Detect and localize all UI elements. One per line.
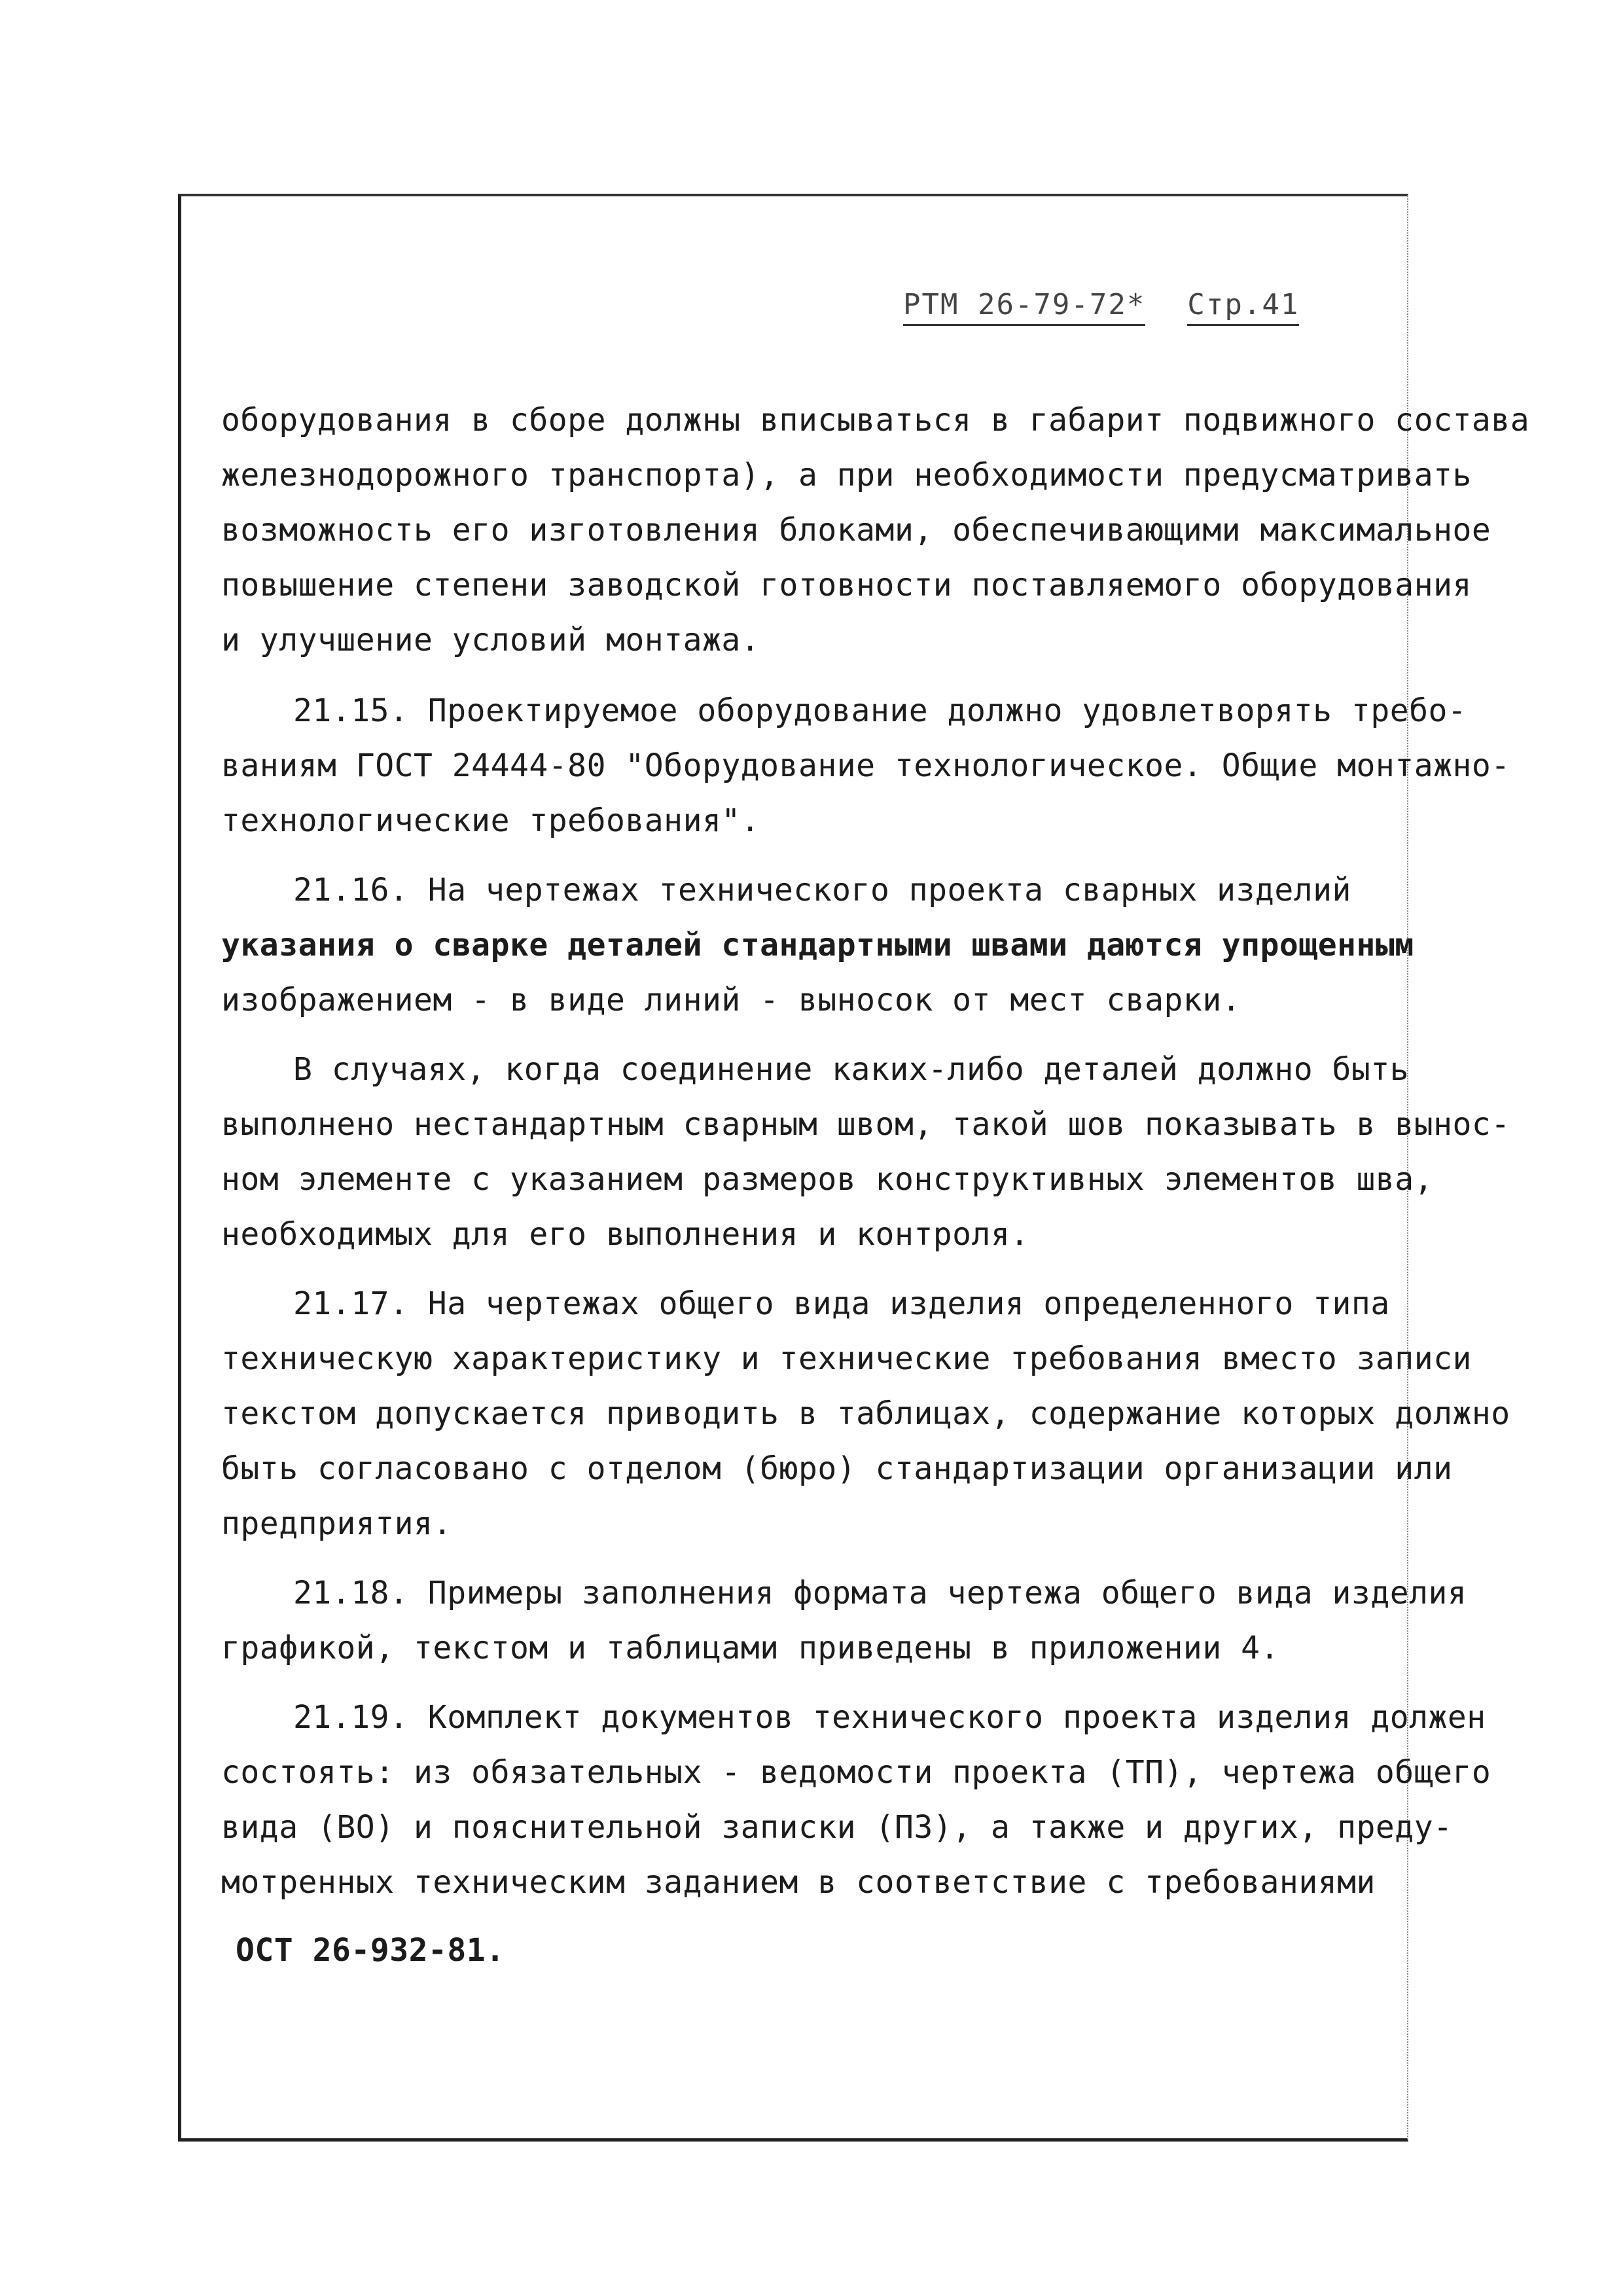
text-line: возможность его изготовления блоками, обеспечивающими максимальное — [221, 512, 1491, 548]
paragraph-21-16-line: 21.16. На чертежах технического проекта сварных изделий — [293, 872, 1351, 908]
text-line: железнодорожного транспорта), а при необходимости предусматривать — [221, 457, 1472, 493]
text-line: вида (ВО) и пояснительной записки (ПЗ), а также и других, преду- — [221, 1809, 1453, 1846]
paragraph-21-15-line: 21.15. Проектируемое оборудование должно удовлетворять требо- — [293, 692, 1467, 729]
text-line: техническую характеристику и технические требования вместо записи — [221, 1340, 1472, 1377]
text-line: ваниям ГОСТ 24444-80 "Оборудование технологическое. Общие монтажно- — [221, 747, 1510, 784]
paragraph-21-17-line: 21.17. На чертежах общего вида изделия определенного типа — [293, 1285, 1390, 1322]
text-line: мотренных техническим заданием в соответствие с требованиями — [221, 1864, 1376, 1901]
paragraph-line: В случаях, когда соединение каких-либо деталей должно быть — [293, 1051, 1410, 1088]
paragraph-21-19-line: 21.19. Комплект документов технического проекта изделия должен — [293, 1699, 1486, 1736]
text-line: графикой, текстом и таблицами приведены в приложении 4. — [221, 1630, 1279, 1666]
text-line: текстом допускается приводить в таблицах, содержание которых должно — [221, 1395, 1510, 1432]
page-number: Стр.41 — [1187, 288, 1299, 326]
text-line: и улучшение условий монтажа. — [221, 622, 760, 658]
text-line: ном элементе с указанием размеров конструктивных элементов шва, — [221, 1161, 1434, 1198]
text-line: изображением - в виде линий - выносок от мест сварки. — [221, 982, 1241, 1018]
text-line: необходимых для его выполнения и контроля. — [221, 1216, 1029, 1253]
paragraph-21-18-line: 21.18. Примеры заполнения формата чертежа общего вида изделия — [293, 1575, 1467, 1611]
text-line: предприятия. — [221, 1505, 452, 1542]
text-line: быть согласовано с отделом (бюро) стандартизации организации или — [221, 1450, 1453, 1487]
page-header — [903, 288, 1361, 321]
text-line: технологические требования". — [221, 802, 760, 839]
standard-reference: ОСТ 26-932-81. — [236, 1932, 505, 1969]
text-line: указания о сварке деталей стандартными швами даются упрощенным — [221, 927, 1414, 963]
text-line: повышение степени заводской готовности поставляемого оборудования — [221, 567, 1472, 603]
text-line: оборудования в сборе должны вписываться в габарит подвижного состава — [221, 402, 1530, 439]
text-line: выполнено нестандартным сварным швом, такой шов показывать в вынос- — [221, 1106, 1510, 1143]
document-code: РТМ 26-79-72* — [903, 288, 1145, 326]
text-line: состоять: из обязательных - ведомости проекта (ТП), чертежа общего — [221, 1754, 1491, 1791]
